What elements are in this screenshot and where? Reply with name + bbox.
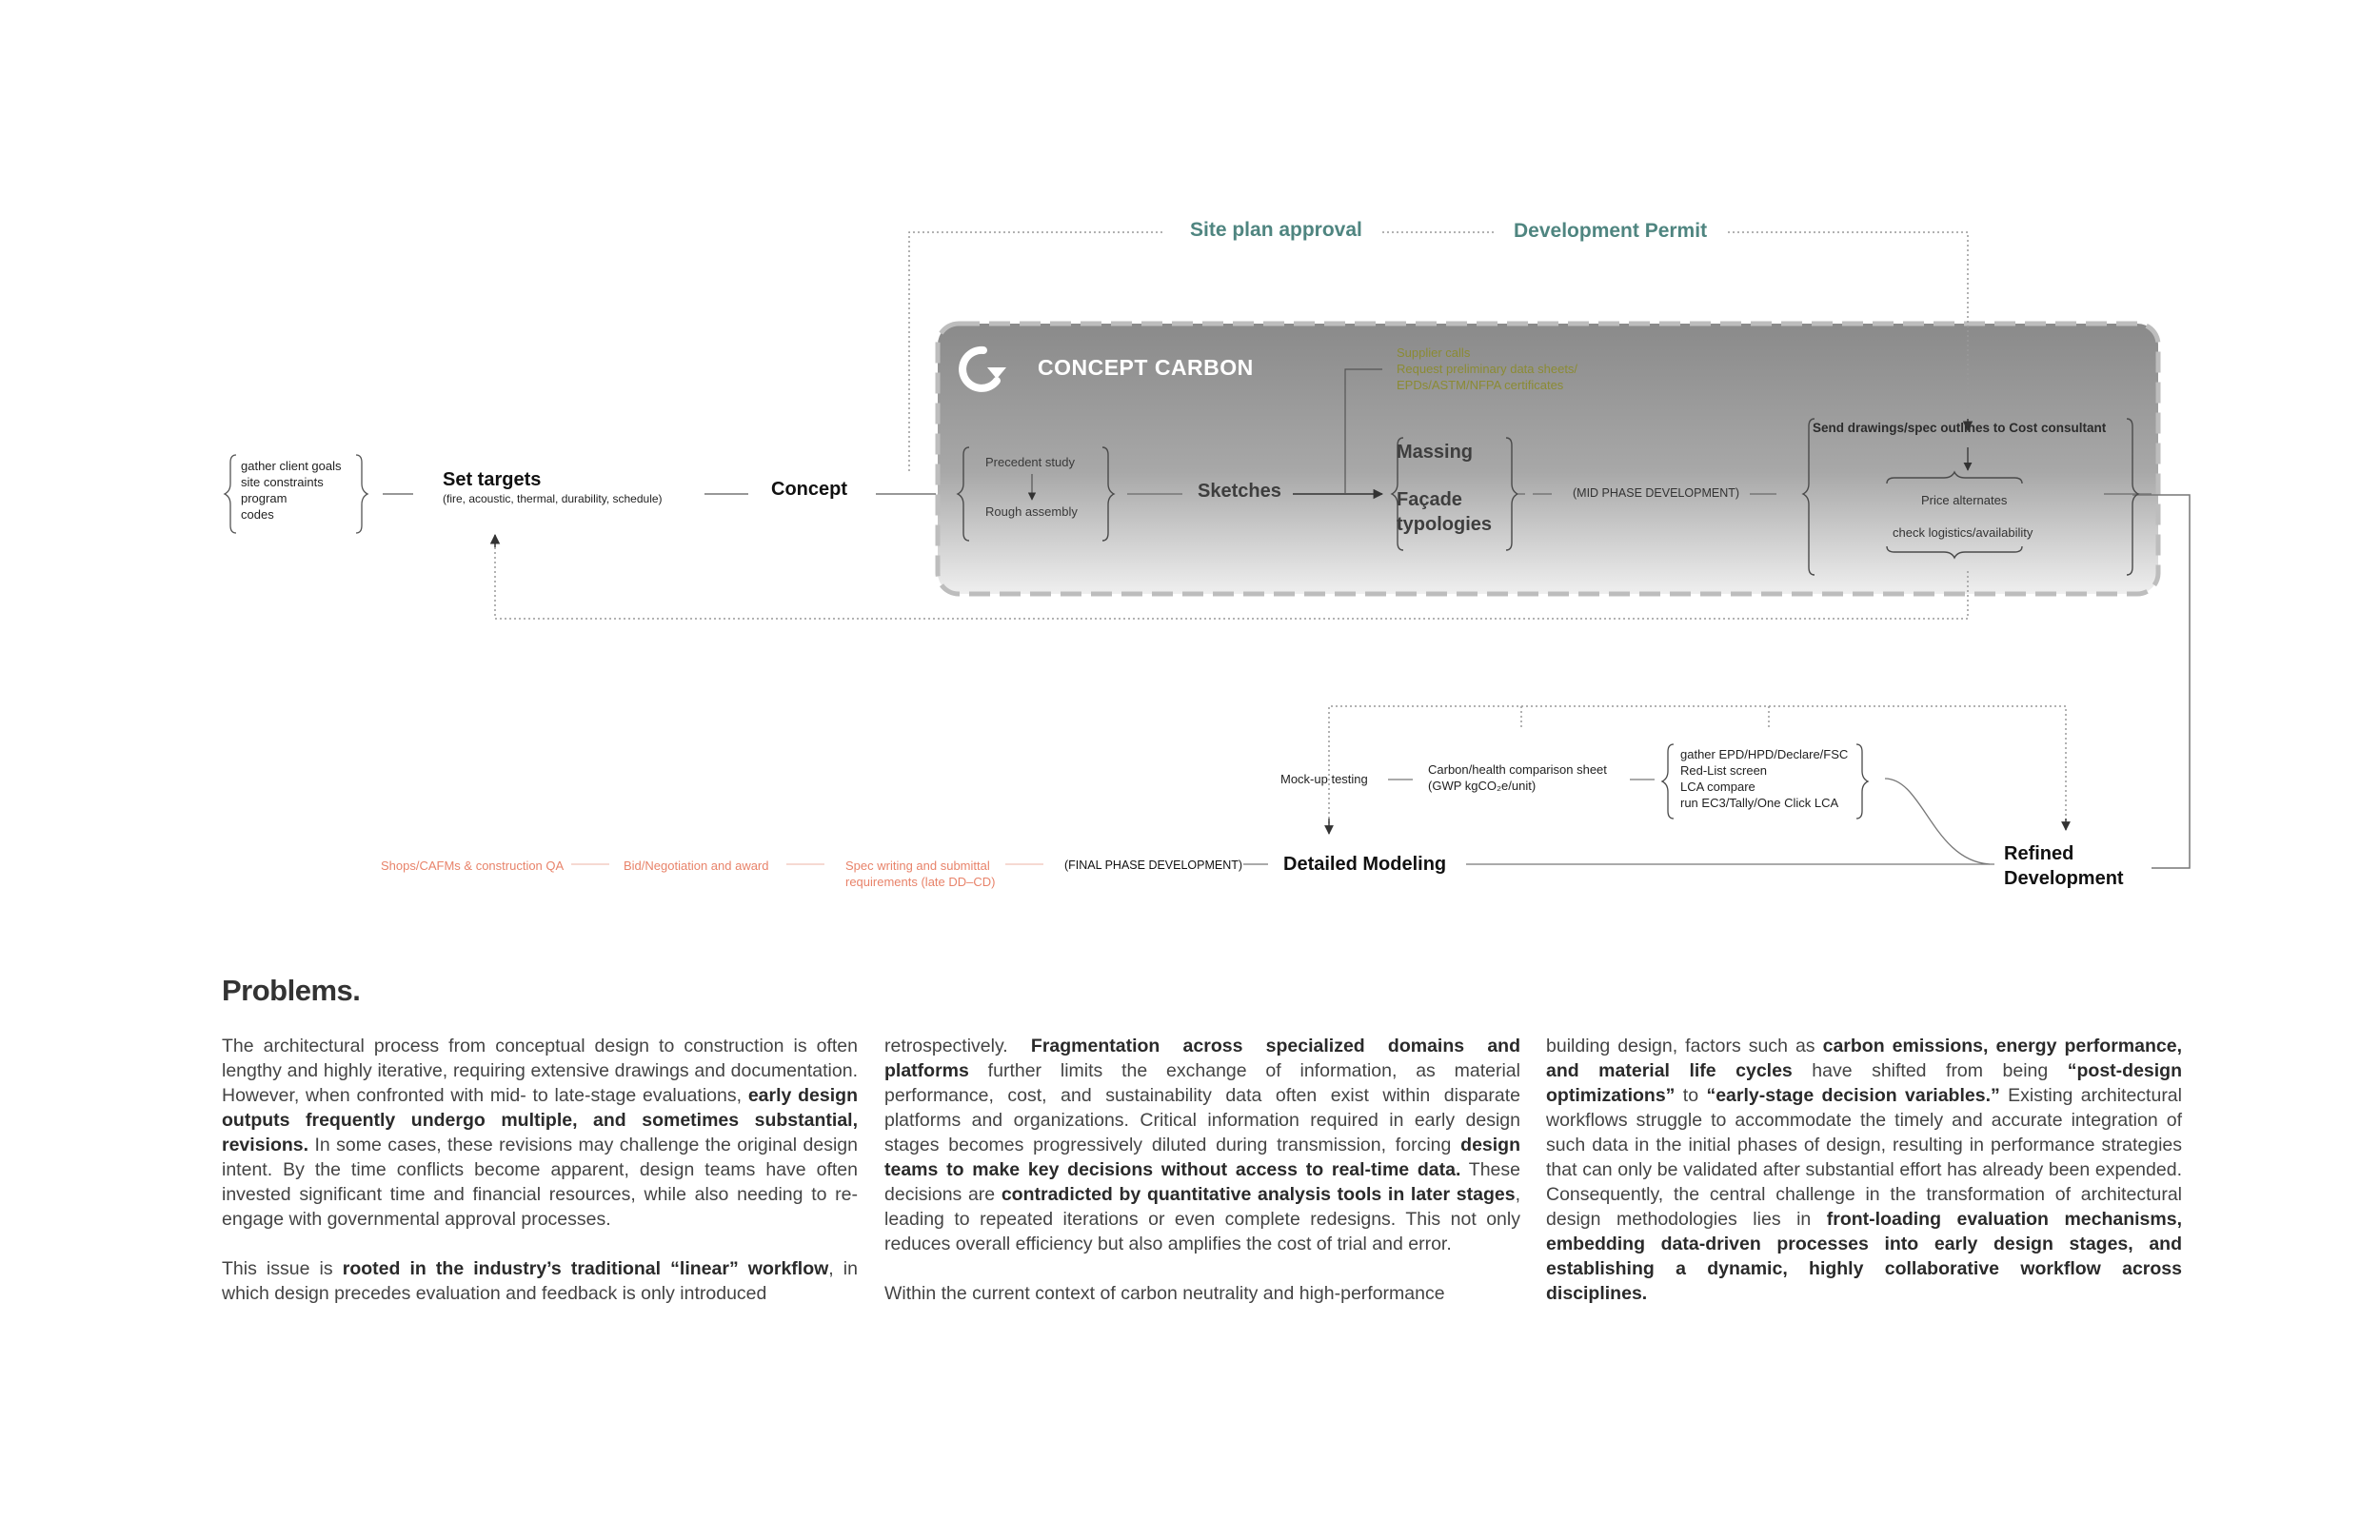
gather-list-item: gather EPD/HPD/Declare/FSC xyxy=(1680,747,1849,761)
bold-text: rooted in the industry’s traditional “linear” workflow xyxy=(342,1258,829,1279)
precedent-study-label: Precedent study xyxy=(985,455,1075,469)
bold-text: “early-stage decision variables.” xyxy=(1706,1085,2000,1106)
supplier-note: EPDs/ASTM/NFPA certificates xyxy=(1397,378,1564,392)
paragraph xyxy=(1546,1034,2182,1306)
shops-label: Shops/CAFMs & construction QA xyxy=(381,859,565,873)
text-run: This issue is xyxy=(222,1258,343,1279)
mid-phase-label: (MID PHASE DEVELOPMENT) xyxy=(1573,486,1740,500)
targets-list-item: site constraints xyxy=(241,475,324,489)
set-targets-subtitle: (fire, acoustic, thermal, durability, schedule) xyxy=(443,492,663,505)
concept-node: Concept xyxy=(771,479,847,500)
refined-development-line2: Development xyxy=(2004,868,2124,889)
targets-list-item: gather client goals xyxy=(241,459,342,473)
gather-list-item: LCA compare xyxy=(1680,780,1755,794)
mockup-testing-label: Mock-up testing xyxy=(1280,772,1368,786)
text-run: The architectural process from conceptual design to construction is often lengthy and highly iterative, requiring extensive drawings and documentation. However, when confronted with mid- to late-stage evaluations, xyxy=(222,1036,858,1106)
development-permit-label: Development Permit xyxy=(1514,220,1708,242)
text-run: building design, factors such as xyxy=(1546,1036,1823,1056)
targets-list-item: codes xyxy=(241,507,274,522)
site-plan-approval-label: Site plan approval xyxy=(1190,219,1362,241)
sketches-node: Sketches xyxy=(1198,481,1281,502)
detailed-modeling-node: Detailed Modeling xyxy=(1283,854,1447,875)
carbon-sheet-line2: (GWP kgCO₂e/unit) xyxy=(1428,779,1537,793)
price-alternates-label: Price alternates xyxy=(1921,493,2008,507)
problems-column-2 xyxy=(884,1034,1520,1331)
bold-text: front-loading evaluation mechanisms, embedding data-driven processes into early design stages, and establishing a dynamic, highly collaborative workflow across disciplines. xyxy=(1546,1209,2182,1304)
supplier-notes xyxy=(1397,345,1577,393)
supplier-note: Supplier calls xyxy=(1397,346,1471,360)
carbon-sheet-line1: Carbon/health comparison sheet xyxy=(1428,762,1607,777)
paragraph xyxy=(222,1034,858,1232)
bold-text: carbon emissions, energy performance, and material life cycles xyxy=(1546,1036,2182,1081)
bold-text: “post-design optimizations” xyxy=(1546,1060,2182,1106)
text-run: have shifted from being xyxy=(1792,1060,2068,1081)
bold-text: early design outputs frequently undergo multiple, and sometimes substantial, revisions. xyxy=(222,1085,858,1155)
bold-text: Fragmentation across specialized domains and platforms xyxy=(884,1036,1520,1081)
problems-title: Problems. xyxy=(222,974,361,1007)
problems-column-1 xyxy=(222,1034,858,1331)
text-run: Within the current context of carbon neutrality and high-performance xyxy=(884,1283,1445,1304)
brand-name: CONCEPT CARBON xyxy=(1038,355,1254,380)
paragraph xyxy=(222,1256,858,1306)
check-logistics-label: check logistics/availability xyxy=(1893,525,2033,540)
rough-assembly-label: Rough assembly xyxy=(985,504,1078,519)
spec-writing-line2: requirements (late DD–CD) xyxy=(845,875,996,889)
targets-list xyxy=(241,458,342,523)
gather-list-item: run EC3/Tally/One Click LCA xyxy=(1680,796,1839,810)
bold-text: contradicted by quantitative analysis tools in later stages xyxy=(1001,1184,1516,1205)
bold-text: design teams to make key decisions without access to real-time data. xyxy=(884,1135,1520,1180)
text-run: Existing architectural workflows struggle to accommodate the timely and accurate integration of such data in the initial phases of design, resulting in performance strategies that can only be validated after substantial effort has already been expended. Consequently, the central challenge in the transformation of architectural design methodologies lies in xyxy=(1546,1085,2182,1230)
supplier-note: Request preliminary data sheets/ xyxy=(1397,362,1578,376)
refined-development-line1: Refined xyxy=(2004,843,2074,864)
facade-node-line2: typologies xyxy=(1397,514,1493,535)
massing-node: Massing xyxy=(1397,442,1474,463)
targets-list-item: program xyxy=(241,491,288,505)
text-run: In some cases, these revisions may challenge the original design intent. By the time conflicts become apparent, design teams have often invested significant time and financial resources, while also needing to re-engage with governmental approval processes. xyxy=(222,1135,858,1230)
final-phase-label: (FINAL PHASE DEVELOPMENT) xyxy=(1064,859,1243,872)
paragraph xyxy=(884,1281,1520,1306)
spec-writing-line1: Spec writing and submittal xyxy=(845,859,990,873)
facade-node-line1: Façade xyxy=(1397,489,1462,510)
paragraph xyxy=(884,1034,1520,1256)
text-run: further limits the exchange of information, as material performance, cost, and sustainability data often exist within disparate platforms and organizations. Critical information required in early design stages becomes progressively diluted during transmission, forcing xyxy=(884,1060,1520,1155)
text-run: , leading to repeated iterations or even complete redesigns. This not only reduces overall efficiency but also amplifies the cost of trial and error. xyxy=(884,1184,1520,1254)
send-drawings-label: Send drawings/spec outlines to Cost consultant xyxy=(1813,421,2107,435)
text-run: These decisions are xyxy=(884,1159,1520,1205)
gather-list-item: Red-List screen xyxy=(1680,763,1768,778)
text-run: to xyxy=(1675,1085,1707,1106)
text-run: retrospectively. xyxy=(884,1036,1031,1056)
text-run: , in which design precedes evaluation and feedback is only introduced xyxy=(222,1258,858,1304)
problems-column-3 xyxy=(1546,1034,2182,1331)
gather-list xyxy=(1680,746,1848,811)
bid-label: Bid/Negotiation and award xyxy=(624,859,769,873)
set-targets-title: Set targets xyxy=(443,469,542,490)
